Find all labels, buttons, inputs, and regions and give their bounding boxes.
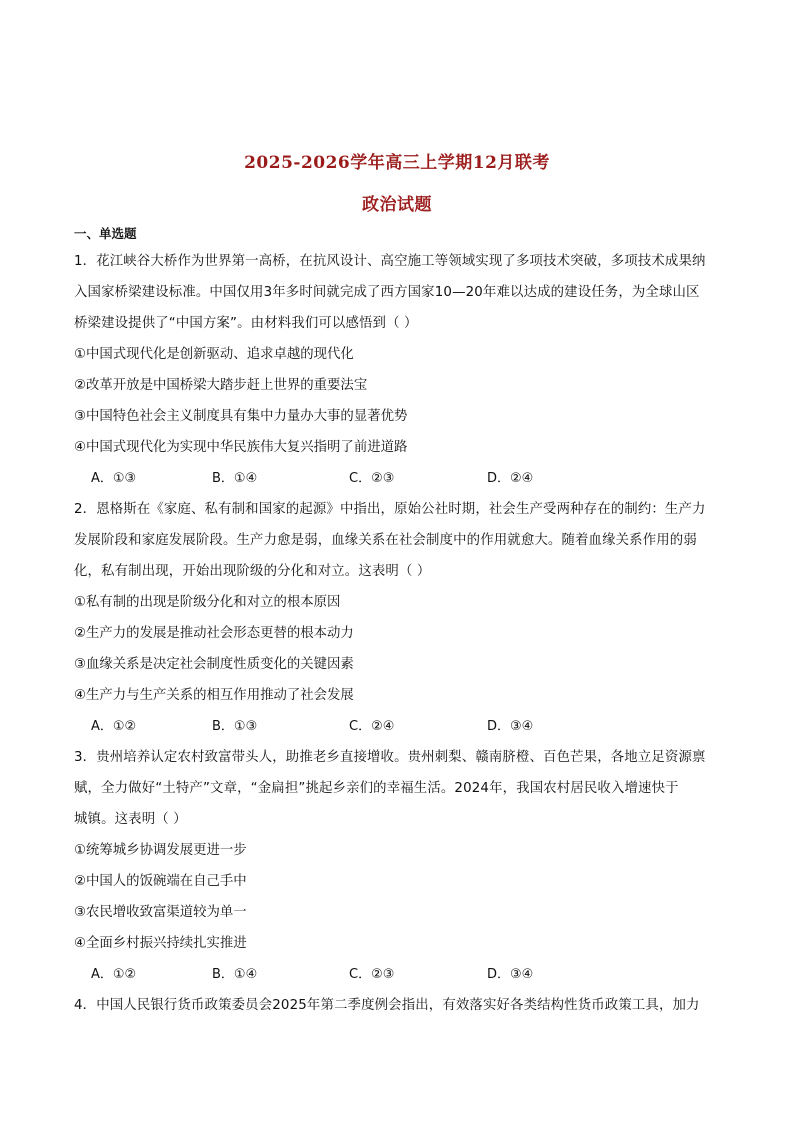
statement-option: ②改革开放是中国桥梁大踏步赶上世界的重要法宝 [74,378,368,393]
answer-choices [74,959,724,990]
question-3 [74,742,724,990]
question-text-line: 发展阶段和家庭发展阶段。生产力愈是弱，血缘关系在社会制度中的作用就愈大。随着血缘关系作用的弱 [74,533,697,548]
question-text-line: 城镇。这表明（ ） [74,812,187,827]
question-text-line: 赋，全力做好“土特产”文章，“金扁担”挑起乡亲们的幸福生活。2024年，我国农村居民收入增速快于 [74,781,679,796]
exam-title: 2025-2026学年高三上学期12月联考 [244,153,550,173]
statement-option: ④生产力与生产关系的相互作用推动了社会发展 [74,688,354,703]
exam-subject: 政治试题 [362,195,432,215]
question-text-line: 3．贵州培养认定农村致富带头人，助推老乡直接增收。贵州刺梨、赣南脐橙、百色芒果，各地立足资源禀 [74,750,706,765]
answer-choice-d: D．③④ [487,967,534,982]
answer-choice-b: B．①③ [212,719,258,734]
answer-choice-b: B．①④ [212,471,258,486]
statement-option: ②中国人的饭碗端在自己手中 [74,874,247,889]
question-1 [74,246,724,494]
question-text-line: 2．恩格斯在《家庭、私有制和国家的起源》中指出，原始公社时期，社会生产受两种存在的制约：生产力 [74,502,706,517]
statement-option: ①中国式现代化是创新驱动、追求卓越的现代化 [74,347,354,362]
answer-choice-a: A．①② [91,967,137,982]
answer-choice-c: C．②③ [349,967,395,982]
statement-option: ②生产力的发展是推动社会形态更替的根本动力 [74,626,354,641]
statement-option: ④全面乡村振兴持续扎实推进 [74,936,247,951]
answer-choice-b: B．①④ [212,967,258,982]
answer-choice-a: A．①③ [91,471,137,486]
question-text-line: 桥梁建设提供了“中国方案”。由材料我们可以感悟到（ ） [74,316,418,331]
statement-option: ①私有制的出现是阶级分化和对立的根本原因 [74,595,341,610]
answer-choice-c: C．②③ [349,471,395,486]
statement-option: ④中国式现代化为实现中华民族伟大复兴指明了前进道路 [74,440,408,455]
section-heading: 一、单选题 [74,226,137,241]
statement-option: ①统筹城乡协调发展更进一步 [74,843,247,858]
answer-choice-d: D．③④ [487,719,534,734]
question-text-line: 4．中国人民银行货币政策委员会2025年第二季度例会指出，有效落实好各类结构性货币政策工具，加力 [74,998,700,1013]
answer-choice-a: A．①② [91,719,137,734]
statement-option: ③血缘关系是决定社会制度性质变化的关键因素 [74,657,354,672]
statement-option: ③农民增收致富渠道较为单一 [74,905,247,920]
question-text-line: 1．花江峡谷大桥作为世界第一高桥，在抗风设计、高空施工等领域实现了多项技术突破，多项技术成果纳 [74,254,706,269]
answer-choice-d: D．②④ [487,471,534,486]
answer-choices [74,711,724,742]
answer-choices [74,463,724,494]
question-4 [74,990,724,1021]
answer-choice-c: C．②④ [349,719,395,734]
question-list [74,246,724,1021]
question-text-line: 入国家桥梁建设标准。中国仅用3年多时间就完成了西方国家10—20年难以达成的建设任务，为全球山区 [74,285,700,300]
question-text-line: 化，私有制出现，开始出现阶级的分化和对立。这表明（ ） [74,564,431,579]
statement-option: ③中国特色社会主义制度具有集中力量办大事的显著优势 [74,409,408,424]
question-2 [74,494,724,742]
